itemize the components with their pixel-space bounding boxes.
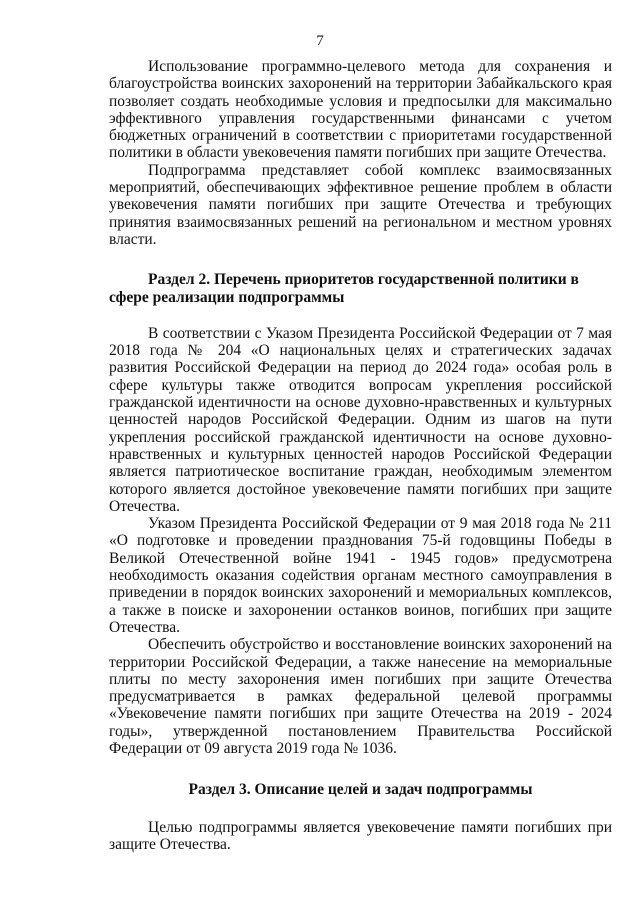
paragraph-federal-program: Обеспечить обустройство и восстановление воинских захоронений на территории Российской Федерации, а также нанесение на мемориальные плиты по месту захоронения имен погибших при защите Отечества предусматривается в рамках федеральной целевой программы «Увековечение памяти погибших при защите Отечества на 2019 - 2024 годы», утвержденной постановлением Правительства Российской Федерации от 09 августа 2019 года № 1036. [109, 636, 612, 757]
paragraph-subprogram-complex: Подпрограмма представляет собой комплекс взаимосвязанных мероприятий, обеспечивающих эффективное решение проблем в области увековечения памяти погибших при защите Отечества и требующих принятия взаимосвязанных решений на региональном и местном уровнях власти. [109, 161, 612, 248]
paragraph-program-target-method: Использование программно-целевого метода для сохранения и благоустройства воинских захоронений на территории Забайкальского края позволяет создать необходимые условия и предпосылки для максимально эффективного управления государственными финансами с учетом бюджетных ограничений в соответствии с приоритетами государственной политики в области увековечения памяти погибших при защите Отечества. [109, 58, 612, 162]
section-3-heading: Раздел 3. Описание целей и задач подпрограммы [188, 781, 533, 799]
section-2-heading: Раздел 2. Перечень приоритетов государственной политики в сфере реализации подпрограммы [109, 271, 579, 306]
paragraph-presidential-decree-204: В соответствии с Указом Президента Российской Федерации от 7 мая 2018 года № 204 «О национальных целях и стратегических задачах развития Российской Федерации на период до 2024 года» особая роль в сфере культуры также отводится вопросам укрепления российской гражданской идентичности на основе духовно-нравственных и культурных ценностей народов Российской Федерации. Одним из шагов на пути укрепления российской гражданской идентичности на основе духовно-нравственных и культурных ценностей народов Российской Федерации является патриотическое воспитание граждан, необходимым элементом которого является достойное увековечение памяти погибших при защите Отечества. [109, 324, 612, 515]
paragraph-subprogram-goal: Целью подпрограммы является увековечение памяти погибших при защите Отечества. [109, 818, 612, 853]
document-body [109, 58, 612, 853]
paragraph-presidential-decree-211: Указом Президента Российской Федерации от 9 мая 2018 года № 211 «О подготовке и проведении празднования 75-й годовщины Победы в Великой Отечественной войне 1941 - 1945 годов» предусмотрена необходимость оказания содействия органам местного самоуправления в приведении в порядок воинских захоронений и мемориальных комплексов, а также в поиске и захоронении останков воинов, погибших при защите Отечества. [109, 515, 612, 636]
page-number: 7 [316, 33, 324, 49]
